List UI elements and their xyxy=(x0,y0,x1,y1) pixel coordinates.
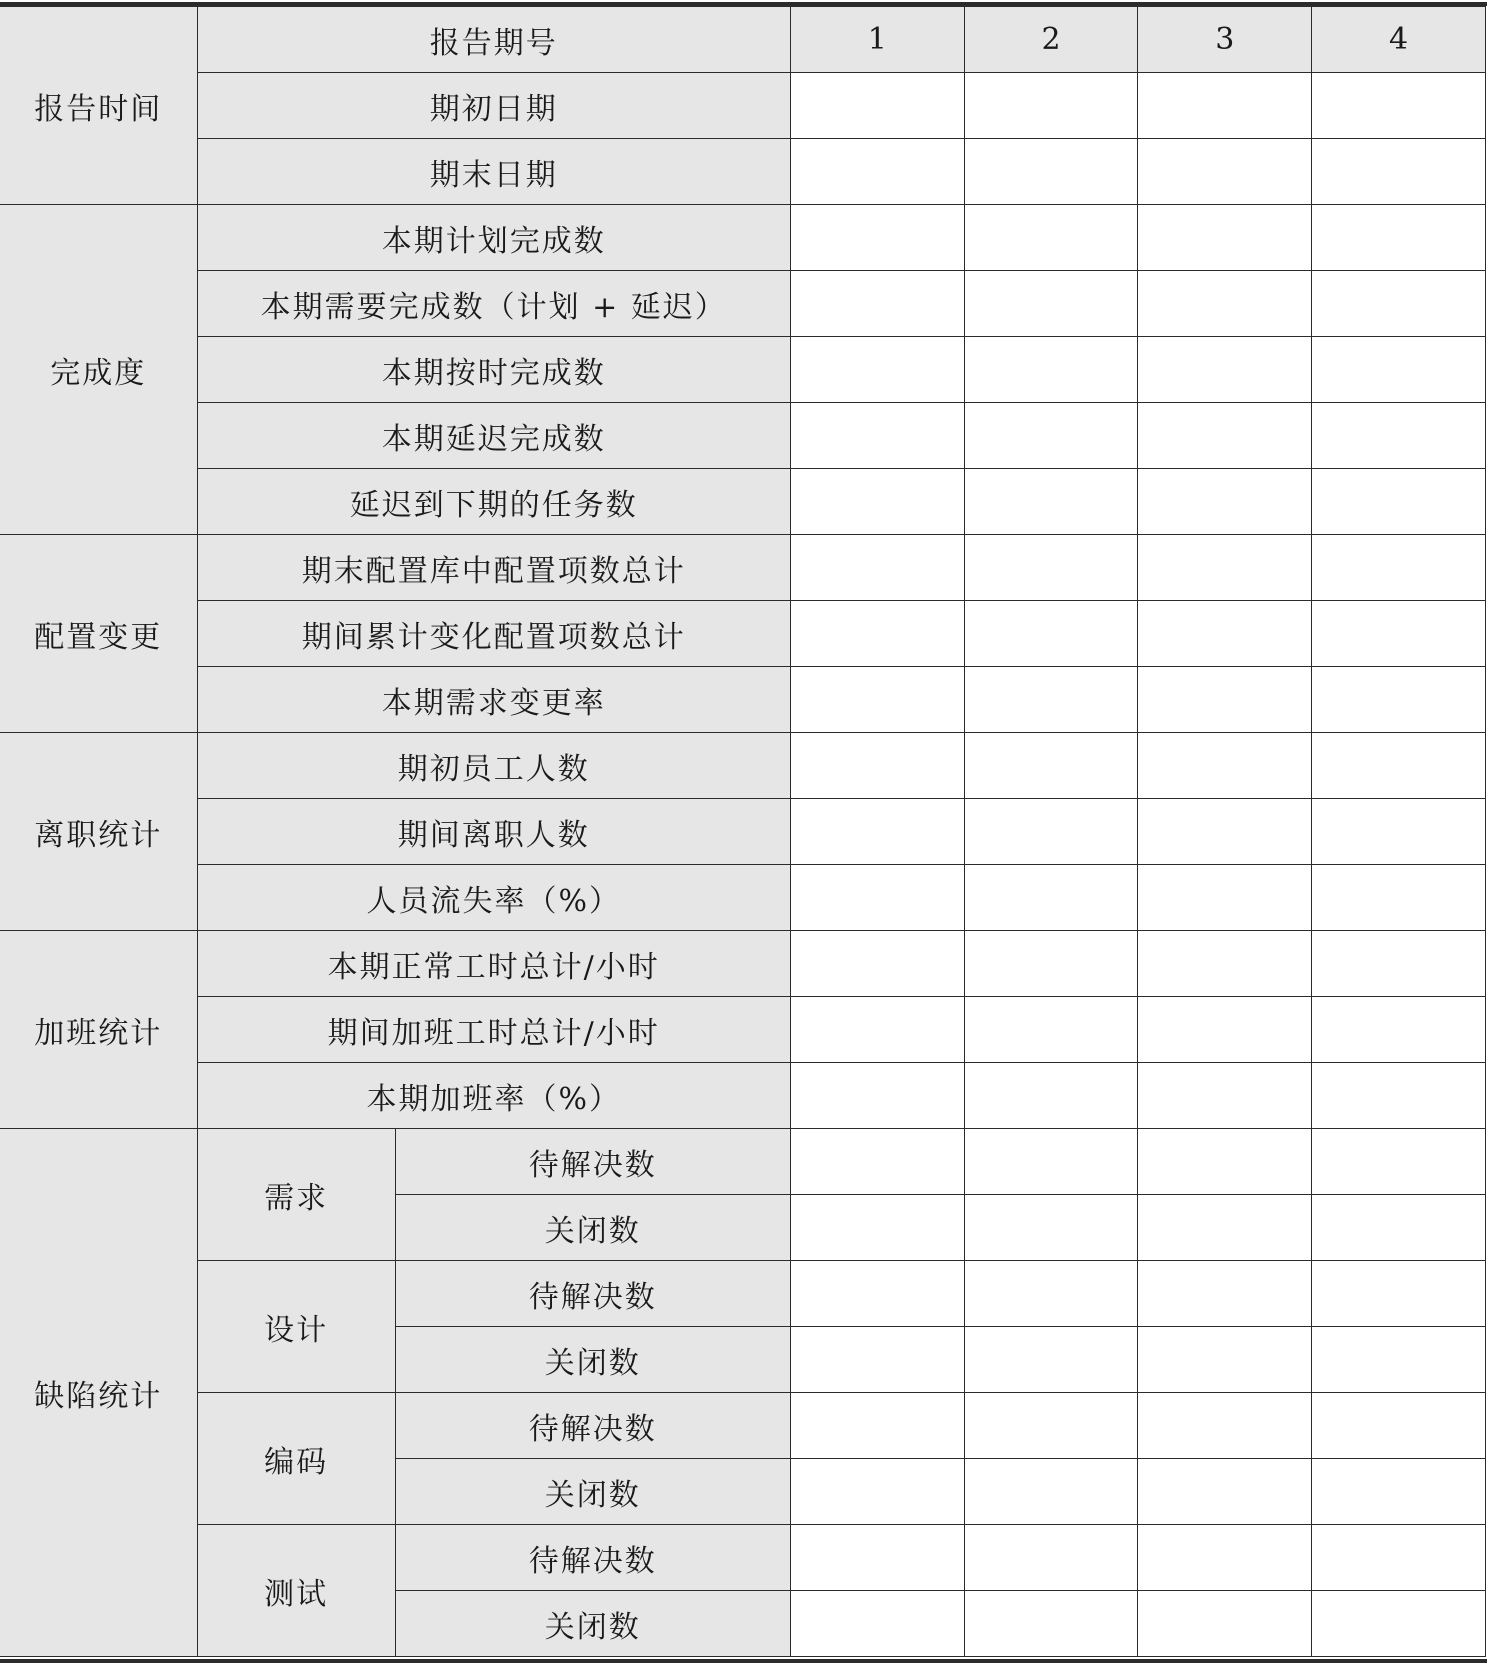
value-cell[interactable] xyxy=(964,931,1138,997)
value-cell[interactable] xyxy=(1312,1525,1486,1591)
value-cell[interactable] xyxy=(1138,1327,1312,1393)
value-cell[interactable] xyxy=(790,403,964,469)
group-title-turnover: 离职统计 xyxy=(0,733,197,931)
value-cell[interactable] xyxy=(964,1261,1138,1327)
value-cell[interactable] xyxy=(964,1195,1138,1261)
value-cell[interactable] xyxy=(1138,469,1312,535)
value-cell[interactable] xyxy=(1138,1525,1312,1591)
row-label: 关闭数 xyxy=(395,1591,790,1657)
value-cell[interactable] xyxy=(1312,469,1486,535)
value-cell[interactable] xyxy=(1138,931,1312,997)
row-label: 待解决数 xyxy=(395,1129,790,1195)
row-label: 本期正常工时总计/小时 xyxy=(197,931,790,997)
group-title-report-time: 报告时间 xyxy=(0,7,197,205)
value-cell[interactable] xyxy=(1312,997,1486,1063)
value-cell[interactable] xyxy=(1312,733,1486,799)
row-label: 待解决数 xyxy=(395,1393,790,1459)
value-cell[interactable] xyxy=(964,139,1138,205)
period-header-4: 4 xyxy=(1312,7,1486,73)
period-header-2: 2 xyxy=(964,7,1138,73)
table-row xyxy=(0,337,1486,403)
value-cell[interactable] xyxy=(964,535,1138,601)
value-cell[interactable] xyxy=(964,799,1138,865)
value-cell[interactable] xyxy=(1138,1063,1312,1129)
value-cell[interactable] xyxy=(790,931,964,997)
table-row xyxy=(0,271,1486,337)
group-title-config-change: 配置变更 xyxy=(0,535,197,733)
value-cell[interactable] xyxy=(1138,1459,1312,1525)
value-cell[interactable] xyxy=(790,601,964,667)
value-cell[interactable] xyxy=(1138,337,1312,403)
group-title-overtime: 加班统计 xyxy=(0,931,197,1129)
period-header-3: 3 xyxy=(1138,7,1312,73)
value-cell[interactable] xyxy=(1312,865,1486,931)
statistics-table xyxy=(0,6,1486,1657)
value-cell[interactable] xyxy=(964,73,1138,139)
value-cell[interactable] xyxy=(1312,1459,1486,1525)
row-label: 延迟到下期的任务数 xyxy=(197,469,790,535)
row-label: 本期延迟完成数 xyxy=(197,403,790,469)
value-cell[interactable] xyxy=(1138,535,1312,601)
value-cell[interactable] xyxy=(964,1393,1138,1459)
value-cell[interactable] xyxy=(790,1195,964,1261)
table-row xyxy=(0,865,1486,931)
value-cell[interactable] xyxy=(1138,865,1312,931)
value-cell[interactable] xyxy=(1312,73,1486,139)
table-row xyxy=(0,535,1486,601)
row-label: 人员流失率（%） xyxy=(197,865,790,931)
defect-phase-testing: 测试 xyxy=(197,1525,395,1657)
value-cell[interactable] xyxy=(1138,1591,1312,1657)
value-cell[interactable] xyxy=(964,1459,1138,1525)
value-cell[interactable] xyxy=(1138,139,1312,205)
period-header-1: 1 xyxy=(790,7,964,73)
defect-phase-design: 设计 xyxy=(197,1261,395,1393)
value-cell[interactable] xyxy=(790,1063,964,1129)
table-row xyxy=(0,667,1486,733)
row-label: 关闭数 xyxy=(395,1459,790,1525)
table-row xyxy=(0,205,1486,271)
row-label: 期间累计变化配置项数总计 xyxy=(197,601,790,667)
value-cell[interactable] xyxy=(1312,337,1486,403)
value-cell[interactable] xyxy=(1312,931,1486,997)
table-row xyxy=(0,469,1486,535)
value-cell[interactable] xyxy=(790,1459,964,1525)
row-label: 待解决数 xyxy=(395,1261,790,1327)
value-cell[interactable] xyxy=(790,1525,964,1591)
value-cell[interactable] xyxy=(1312,1129,1486,1195)
value-cell[interactable] xyxy=(1312,1261,1486,1327)
row-label: 期初日期 xyxy=(197,73,790,139)
value-cell[interactable] xyxy=(1138,997,1312,1063)
row-label: 本期加班率（%） xyxy=(197,1063,790,1129)
value-cell[interactable] xyxy=(1138,271,1312,337)
table-row xyxy=(0,139,1486,205)
value-cell[interactable] xyxy=(964,271,1138,337)
value-cell[interactable] xyxy=(1312,1393,1486,1459)
table-row xyxy=(0,1063,1486,1129)
value-cell[interactable] xyxy=(964,1591,1138,1657)
value-cell[interactable] xyxy=(1312,601,1486,667)
value-cell[interactable] xyxy=(790,205,964,271)
value-cell[interactable] xyxy=(964,997,1138,1063)
table-row xyxy=(0,403,1486,469)
row-label: 关闭数 xyxy=(395,1195,790,1261)
table-row xyxy=(0,799,1486,865)
value-cell[interactable] xyxy=(790,469,964,535)
value-cell[interactable] xyxy=(1312,1327,1486,1393)
value-cell[interactable] xyxy=(790,865,964,931)
value-cell[interactable] xyxy=(1312,139,1486,205)
row-label: 期初员工人数 xyxy=(197,733,790,799)
row-label: 本期计划完成数 xyxy=(197,205,790,271)
row-label: 本期需要完成数（计划 + 延迟） xyxy=(197,271,790,337)
value-cell[interactable] xyxy=(1312,1591,1486,1657)
value-cell[interactable] xyxy=(790,139,964,205)
value-cell[interactable] xyxy=(790,535,964,601)
row-label: 待解决数 xyxy=(395,1525,790,1591)
value-cell[interactable] xyxy=(1312,403,1486,469)
value-cell[interactable] xyxy=(1138,667,1312,733)
value-cell[interactable] xyxy=(1138,1195,1312,1261)
value-cell[interactable] xyxy=(964,1525,1138,1591)
table-row xyxy=(0,997,1486,1063)
value-cell[interactable] xyxy=(1138,799,1312,865)
value-cell[interactable] xyxy=(964,1327,1138,1393)
value-cell[interactable] xyxy=(790,73,964,139)
value-cell[interactable] xyxy=(1138,1129,1312,1195)
value-cell[interactable] xyxy=(790,271,964,337)
value-cell[interactable] xyxy=(964,865,1138,931)
group-title-completion: 完成度 xyxy=(0,205,197,535)
value-cell[interactable] xyxy=(790,1393,964,1459)
value-cell[interactable] xyxy=(964,601,1138,667)
value-cell[interactable] xyxy=(1312,667,1486,733)
row-label: 期间加班工时总计/小时 xyxy=(197,997,790,1063)
value-cell[interactable] xyxy=(1312,1063,1486,1129)
value-cell[interactable] xyxy=(790,799,964,865)
value-cell[interactable] xyxy=(1138,733,1312,799)
value-cell[interactable] xyxy=(1312,535,1486,601)
table-row xyxy=(0,733,1486,799)
value-cell[interactable] xyxy=(964,667,1138,733)
value-cell[interactable] xyxy=(964,205,1138,271)
value-cell[interactable] xyxy=(790,1591,964,1657)
row-label: 期间离职人数 xyxy=(197,799,790,865)
table-row xyxy=(0,1393,1486,1459)
row-label: 关闭数 xyxy=(395,1327,790,1393)
table-row xyxy=(0,931,1486,997)
value-cell[interactable] xyxy=(1138,205,1312,271)
value-cell[interactable] xyxy=(790,1129,964,1195)
value-cell[interactable] xyxy=(790,667,964,733)
value-cell[interactable] xyxy=(1138,1261,1312,1327)
period-number-label: 报告期号 xyxy=(197,7,790,73)
value-cell[interactable] xyxy=(1138,601,1312,667)
value-cell[interactable] xyxy=(790,1261,964,1327)
group-title-defects: 缺陷统计 xyxy=(0,1129,197,1657)
defect-phase-coding: 编码 xyxy=(197,1393,395,1525)
value-cell[interactable] xyxy=(790,337,964,403)
table-row xyxy=(0,1129,1486,1195)
value-cell[interactable] xyxy=(1312,1195,1486,1261)
value-cell[interactable] xyxy=(964,1063,1138,1129)
table-row xyxy=(0,7,1486,73)
table-row xyxy=(0,601,1486,667)
value-cell[interactable] xyxy=(1312,205,1486,271)
table-row xyxy=(0,1525,1486,1591)
value-cell[interactable] xyxy=(964,1129,1138,1195)
value-cell[interactable] xyxy=(1312,271,1486,337)
value-cell[interactable] xyxy=(1312,799,1486,865)
value-cell[interactable] xyxy=(1138,403,1312,469)
table-row xyxy=(0,1261,1486,1327)
value-cell[interactable] xyxy=(964,733,1138,799)
row-label: 本期需求变更率 xyxy=(197,667,790,733)
table-row xyxy=(0,73,1486,139)
bottom-border xyxy=(0,1659,1487,1663)
value-cell[interactable] xyxy=(790,733,964,799)
value-cell[interactable] xyxy=(790,1327,964,1393)
value-cell[interactable] xyxy=(964,469,1138,535)
value-cell[interactable] xyxy=(1138,73,1312,139)
row-label: 本期按时完成数 xyxy=(197,337,790,403)
row-label: 期末配置库中配置项数总计 xyxy=(197,535,790,601)
defect-phase-requirements: 需求 xyxy=(197,1129,395,1261)
value-cell[interactable] xyxy=(1138,1393,1312,1459)
value-cell[interactable] xyxy=(964,337,1138,403)
value-cell[interactable] xyxy=(964,403,1138,469)
value-cell[interactable] xyxy=(790,997,964,1063)
row-label: 期末日期 xyxy=(197,139,790,205)
